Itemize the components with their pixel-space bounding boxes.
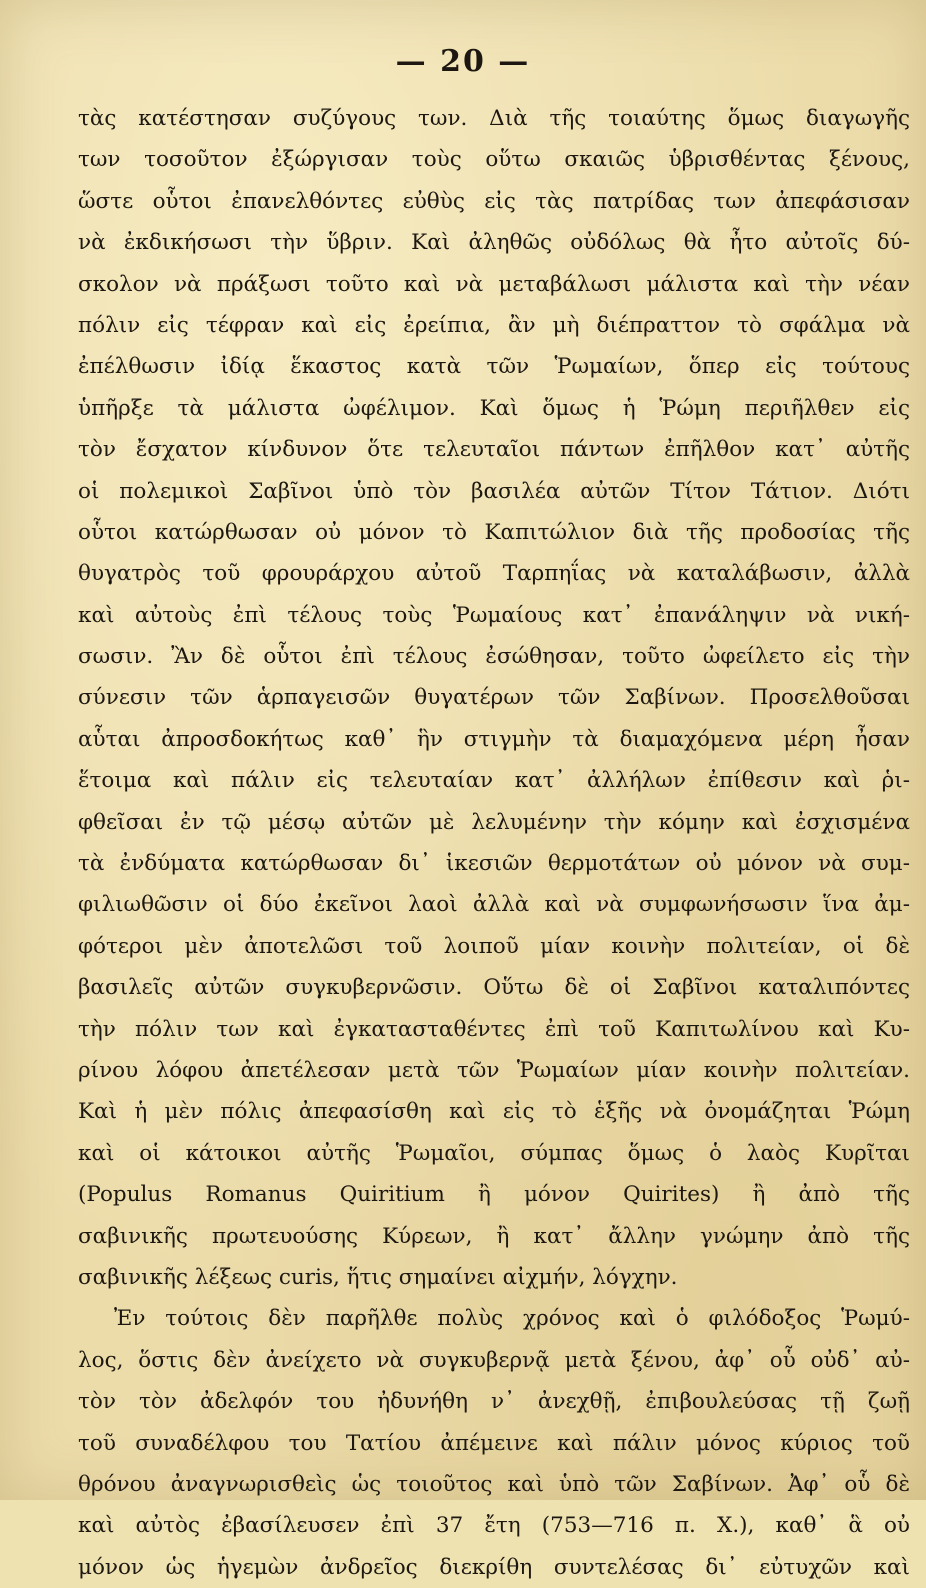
- text-line: φιλιωθῶσιν οἱ δύο ἐκεῖνοι λαοὶ ἀλλὰ καὶ νὰ συμφωνήσωσιν ἵνα ἀμ-: [78, 892, 910, 918]
- text-line: οἱ πολεμικοὶ Σαβῖνοι ὑπὸ τὸν βασιλέα αὐτῶν Τίτον Τάτιον. Διότι: [78, 478, 910, 504]
- text-line: καὶ οἱ κάτοικοι αὐτῆς Ῥωμαῖοι, σύμπας ὅμως ὁ λαὸς Κυρῖται: [78, 1140, 910, 1166]
- text-line: οὗτοι κατώρθωσαν οὐ μόνον τὸ Καπιτώλιον διὰ τῆς προδοσίας τῆς: [78, 519, 910, 545]
- text-line: των τοσοῦτον ἐξώργισαν τοὺς οὕτω σκαιῶς ὑβρισθέντας ξένους,: [78, 147, 910, 173]
- text-line: λος, ὅστις δὲν ἀνείχετο νὰ συγκυβερνᾷ μετὰ ξένου, ἀφ᾽ οὗ οὐδ᾽ αὐ-: [78, 1347, 910, 1373]
- text-line: σαβινικῆς πρωτευούσης Κύρεων, ἢ κατ᾽ ἄλλην γνώμην ἀπὸ τῆς: [78, 1223, 910, 1249]
- text-line: μόνον ὡς ἡγεμὼν ἀνδρεῖος διεκρίθη συντελέσας δι᾽ εὐτυχῶν καὶ: [78, 1554, 910, 1580]
- text-line: νὰ ἐκδικήσωσι τὴν ὕβριν. Καὶ ἀληθῶς οὐδόλως θὰ ἦτο αὐτοῖς δύ-: [78, 230, 910, 256]
- text-line: φθεῖσαι ἐν τῷ μέσῳ αὐτῶν μὲ λελυμένην τὴν κόμην καὶ ἐσχισμένα: [78, 809, 910, 835]
- text-line: ἐπέλθωσιν ἰδίᾳ ἕκαστος κατὰ τῶν Ῥωμαίων, ὅπερ εἰς τούτους: [78, 354, 910, 380]
- text-line: φότεροι μὲν ἀποτελῶσι τοῦ λοιποῦ μίαν κοινὴν πολιτείαν, οἱ δὲ: [78, 933, 910, 959]
- text-line: Ἐν τούτοις δὲν παρῆλθε πολὺς χρόνος καὶ ὁ φιλόδοξος Ῥωμύ-: [114, 1306, 910, 1332]
- text-line: σωσιν. Ἂν δὲ οὗτοι ἐπὶ τέλους ἐσώθησαν, τοῦτο ὠφείλετο εἰς τὴν: [78, 644, 910, 670]
- text-line: τὴν πόλιν των καὶ ἐγκατασταθέντες ἐπὶ τοῦ Καπιτωλίνου καὶ Κυ-: [78, 1016, 910, 1042]
- page-number: — 20 —: [395, 44, 531, 79]
- text-line: ὥστε οὗτοι ἐπανελθόντες εὐθὺς εἰς τὰς πατρίδας των ἀπεφάσισαν: [78, 188, 910, 214]
- text-line: θρόνου ἀναγνωρισθεὶς ὡς τοιοῦτος καὶ ὑπὸ τῶν Σαβίνων. Ἀφ᾽ οὗ δὲ: [78, 1471, 910, 1497]
- text-line: θυγατρὸς τοῦ φρουράρχου αὐτοῦ Ταρπηΐας νὰ καταλάβωσιν, ἀλλὰ: [78, 561, 910, 587]
- text-line: Καὶ ἡ μὲν πόλις ἀπεφασίσθη καὶ εἰς τὸ ἑξῆς νὰ ὀνομάζηται Ῥώμη: [78, 1099, 910, 1125]
- text-line: καὶ αὐτοὺς ἐπὶ τέλους τοὺς Ῥωμαίους κατ᾽ ἐπανάληψιν νὰ νική-: [78, 602, 910, 628]
- text-line: τὰς κατέστησαν συζύγους των. Διὰ τῆς τοιαύτης ὅμως διαγωγῆς: [78, 106, 910, 131]
- text-line: (Populus Romanus Quiritium ἢ μόνον Quirites) ἢ ἀπὸ τῆς: [78, 1182, 910, 1208]
- text-line: σκολον νὰ πράξωσι τοῦτο καὶ νὰ μεταβάλωσι μάλιστα καὶ τὴν νέαν: [78, 271, 910, 297]
- text-line: πόλιν εἰς τέφραν καὶ εἰς ἐρείπια, ἂν μὴ διέπραττον τὸ σφάλμα νὰ: [78, 312, 910, 338]
- text-line: αὗται ἀπροσδοκήτως καθ᾽ ἣν στιγμὴν τὰ διαμαχόμενα μέρη ἦσαν: [78, 726, 910, 752]
- text-line: ἕτοιμα καὶ πάλιν εἰς τελευταίαν κατ᾽ ἀλλήλων ἐπίθεσιν καὶ ῥι-: [78, 768, 910, 794]
- text-line: σαβινικῆς λέξεως curis, ἥτις σημαίνει αἰχμήν, λόγχην.: [78, 1264, 678, 1290]
- body-text: [78, 98, 910, 1588]
- text-line: τὰ ἐνδύματα κατώρθωσαν δι᾽ ἱκεσιῶν θερμοτάτων οὐ μόνον νὰ συμ-: [78, 851, 910, 877]
- text-line: βασιλεῖς αὐτῶν συγκυβερνῶσιν. Οὕτω δὲ οἱ Σαβῖνοι καταλιπόντες: [78, 975, 910, 1001]
- text-line: τὸν ἔσχατον κίνδυνον ὅτε τελευταῖοι πάντων ἐπῆλθον κατ᾽ αὐτῆς: [78, 437, 910, 463]
- text-line: ρίνου λόφου ἀπετέλεσαν μετὰ τῶν Ῥωμαίων μίαν κοινὴν πολιτείαν.: [78, 1057, 910, 1083]
- text-line: τοῦ συναδέλφου του Τατίου ἀπέμεινε καὶ πάλιν μόνος κύριος τοῦ: [78, 1430, 910, 1456]
- text-line: ὑπῆρξε τὰ μάλιστα ὠφέλιμον. Καὶ ὅμως ἡ Ῥώμη περιῆλθεν εἰς: [78, 395, 910, 421]
- text-line: καὶ αὐτὸς ἐβασίλευσεν ἐπὶ 37 ἔτη (753—716 π. Χ.), καθ᾽ ἃ οὐ: [78, 1513, 910, 1539]
- text-line: σύνεσιν τῶν ἁρπαγεισῶν θυγατέρων τῶν Σαβίνων. Προσελθοῦσαι: [78, 685, 910, 711]
- text-line: τὸν τὸν ἀδελφόν του ἠδυνήθη ν᾽ ἀνεχθῇ, ἐπιβουλεύσας τῇ ζωῇ: [78, 1389, 910, 1415]
